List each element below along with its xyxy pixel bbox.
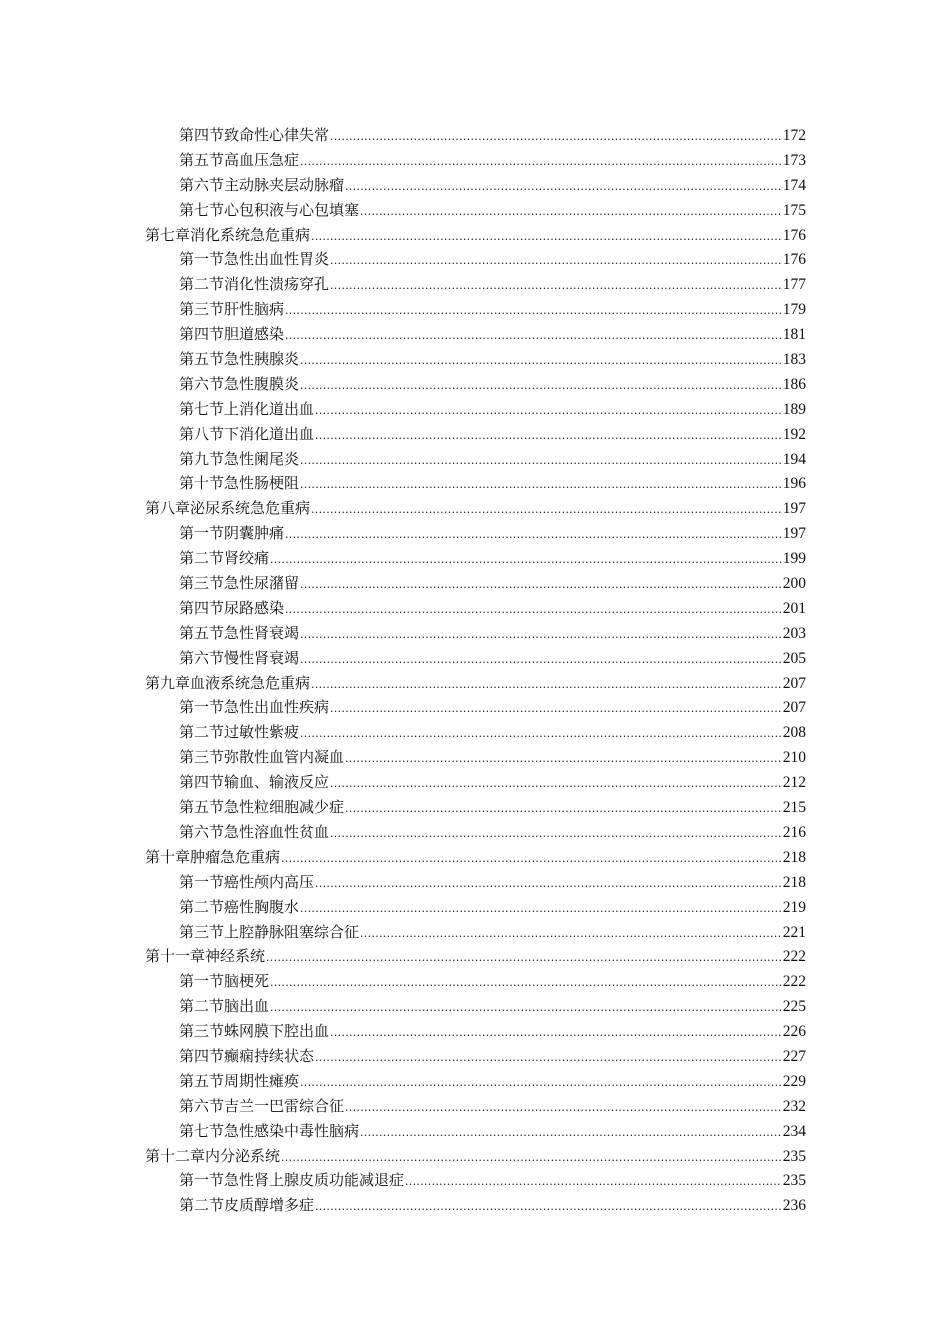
toc-section-entry[interactable] — [145, 471, 806, 496]
dot-leader — [285, 596, 782, 623]
toc-entry-page-number: 199 — [782, 550, 806, 568]
toc-entry-title: 第一节脑梗死 — [179, 972, 270, 991]
toc-entry-page-number: 200 — [782, 575, 806, 593]
toc-entry-page-number: 177 — [782, 276, 806, 294]
toc-entry-title: 第十二章内分泌系统 — [145, 1146, 281, 1165]
dot-leader — [345, 745, 782, 772]
dot-leader — [285, 297, 782, 324]
toc-entry-page-number: 207 — [782, 699, 806, 717]
dot-leader — [285, 521, 782, 548]
toc-entry-title: 第三节肝性脑病 — [179, 300, 285, 319]
toc-entry-title: 第三节急性尿潴留 — [179, 574, 300, 593]
toc-entry-title: 第二节脑出血 — [179, 997, 270, 1016]
toc-entry-title: 第五节急性粒细胞减少症 — [179, 798, 345, 817]
dot-leader — [270, 994, 782, 1021]
toc-section-entry[interactable] — [145, 695, 806, 720]
toc-entry-page-number: 176 — [782, 251, 806, 269]
dot-leader — [330, 1019, 782, 1046]
toc-section-entry[interactable] — [145, 994, 806, 1019]
toc-entry-page-number: 205 — [782, 649, 806, 667]
toc-entry-page-number: 235 — [782, 1172, 806, 1190]
toc-section-entry[interactable] — [145, 1019, 806, 1044]
toc-section-entry[interactable] — [145, 546, 806, 571]
toc-entry-title: 第九节急性阑尾炎 — [179, 449, 300, 468]
toc-entry-page-number: 176 — [782, 226, 806, 244]
toc-entry-title: 第八节下消化道出血 — [179, 424, 315, 443]
dot-leader — [330, 247, 782, 274]
toc-section-entry[interactable] — [145, 1168, 806, 1193]
toc-entry-title: 第二节消化性溃疡穿孔 — [179, 275, 330, 294]
toc-entry-title: 第二节癌性胸腹水 — [179, 897, 300, 916]
dot-leader — [311, 223, 782, 250]
toc-entry-title: 第七节心包积液与心包填塞 — [179, 200, 360, 219]
toc-entry-title: 第四节癫痫持续状态 — [179, 1046, 315, 1065]
dot-leader — [345, 795, 782, 822]
toc-entry-title: 第五节急性肾衰竭 — [179, 623, 300, 642]
toc-entry-title: 第六节慢性肾衰竭 — [179, 648, 300, 667]
toc-entry-page-number: 222 — [782, 948, 806, 966]
toc-section-entry[interactable] — [145, 272, 806, 297]
toc-entry-title: 第五节周期性瘫痪 — [179, 1071, 300, 1090]
dot-leader — [300, 895, 782, 922]
toc-section-entry[interactable] — [145, 795, 806, 820]
toc-entry-title: 第六节急性溶血性贫血 — [179, 822, 330, 841]
toc-section-entry[interactable] — [145, 969, 806, 994]
toc-section-entry[interactable] — [145, 173, 806, 198]
toc-section-entry[interactable] — [145, 870, 806, 895]
dot-leader — [285, 322, 782, 349]
dot-leader — [330, 820, 782, 847]
toc-entry-title: 第六节主动脉夹层动脉瘤 — [179, 175, 345, 194]
toc-section-entry[interactable] — [145, 422, 806, 447]
dot-leader — [311, 496, 782, 523]
toc-chapter-entry[interactable] — [145, 496, 806, 521]
toc-entry-title: 第一节急性肾上腺皮质功能减退症 — [179, 1171, 405, 1190]
toc-entry-page-number: 192 — [782, 425, 806, 443]
toc-entry-page-number: 227 — [782, 1047, 806, 1065]
dot-leader — [330, 695, 782, 722]
toc-entry-title: 第八章泌尿系统急危重病 — [145, 499, 311, 518]
toc-entry-title: 第二节肾绞痛 — [179, 549, 270, 568]
dot-leader — [300, 621, 782, 648]
toc-section-entry[interactable] — [145, 1069, 806, 1094]
toc-entry-page-number: 236 — [782, 1197, 806, 1215]
toc-section-entry[interactable] — [145, 322, 806, 347]
toc-section-entry[interactable] — [145, 1193, 806, 1218]
dot-leader — [315, 397, 782, 424]
dot-leader — [345, 173, 782, 200]
dot-leader — [300, 372, 782, 399]
toc-section-entry[interactable] — [145, 198, 806, 223]
toc-section-entry[interactable] — [145, 447, 806, 472]
dot-leader — [300, 1069, 782, 1096]
dot-leader — [266, 944, 782, 971]
toc-entry-page-number: 201 — [782, 599, 806, 617]
dot-leader — [345, 1094, 782, 1121]
toc-section-entry[interactable] — [145, 297, 806, 322]
toc-section-entry[interactable] — [145, 920, 806, 945]
toc-entry-page-number: 208 — [782, 724, 806, 742]
toc-entry-page-number: 174 — [782, 176, 806, 194]
toc-entry-page-number: 221 — [782, 923, 806, 941]
dot-leader — [281, 845, 782, 872]
toc-entry-title: 第二节皮质醇增多症 — [179, 1196, 315, 1215]
dot-leader — [281, 1144, 782, 1171]
dot-leader — [330, 272, 782, 299]
toc-entry-title: 第四节尿路感染 — [179, 598, 285, 617]
dot-leader — [315, 1044, 782, 1071]
toc-entry-title: 第七节上消化道出血 — [179, 399, 315, 418]
toc-entry-title: 第四节胆道感染 — [179, 325, 285, 344]
toc-entry-page-number: 232 — [782, 1097, 806, 1115]
toc-entry-title: 第四节输血、输液反应 — [179, 773, 330, 792]
toc-section-entry[interactable] — [145, 720, 806, 745]
toc-entry-page-number: 225 — [782, 998, 806, 1016]
dot-leader — [270, 969, 782, 996]
dot-leader — [300, 471, 782, 498]
toc-section-entry[interactable] — [145, 745, 806, 770]
toc-entry-page-number: 229 — [782, 1072, 806, 1090]
dot-leader — [300, 148, 782, 175]
toc-entry-title: 第三节弥散性血管内凝血 — [179, 748, 345, 767]
toc-entry-page-number: 189 — [782, 400, 806, 418]
toc-entry-title: 第三节蛛网膜下腔出血 — [179, 1022, 330, 1041]
toc-entry-title: 第四节致命性心律失常 — [179, 126, 330, 144]
toc-section-entry[interactable] — [145, 148, 806, 173]
toc-entry-page-number: 173 — [782, 151, 806, 169]
toc-chapter-entry[interactable] — [145, 845, 806, 870]
toc-entry-page-number: 197 — [782, 500, 806, 518]
dot-leader — [300, 571, 782, 598]
toc-entry-page-number: 215 — [782, 799, 806, 817]
dot-leader — [360, 198, 782, 225]
toc-entry-page-number: 181 — [782, 326, 806, 344]
toc-section-entry[interactable] — [145, 397, 806, 422]
toc-entry-title: 第三节上腔静脉阻塞综合征 — [179, 922, 360, 941]
toc-entry-title: 第十节急性肠梗阻 — [179, 474, 300, 493]
toc-entry-page-number: 212 — [782, 774, 806, 792]
toc-entry-title: 第六节吉兰一巴雷综合征 — [179, 1096, 345, 1115]
toc-entry-page-number: 194 — [782, 450, 806, 468]
toc-section-entry[interactable] — [145, 1094, 806, 1119]
toc-section-entry[interactable] — [145, 1119, 806, 1144]
toc-entry-page-number: 218 — [782, 848, 806, 866]
dot-leader — [300, 720, 782, 747]
dot-leader — [330, 123, 782, 150]
toc-entry-title: 第七节急性感染中毒性脑病 — [179, 1121, 360, 1140]
toc-entry-page-number: 175 — [782, 201, 806, 219]
toc-entry-page-number: 218 — [782, 873, 806, 891]
dot-leader — [300, 347, 782, 374]
dot-leader — [405, 1168, 782, 1195]
toc-entry-page-number: 216 — [782, 823, 806, 841]
toc-entry-title: 第一节急性出血性疾病 — [179, 698, 330, 717]
dot-leader — [300, 447, 782, 474]
toc-chapter-entry[interactable] — [145, 944, 806, 969]
toc-chapter-entry[interactable] — [145, 1144, 806, 1169]
dot-leader — [270, 546, 782, 573]
toc-entry-page-number: 179 — [782, 301, 806, 319]
dot-leader — [315, 870, 782, 897]
toc-chapter-entry[interactable] — [145, 671, 806, 696]
toc-entry-page-number: 196 — [782, 475, 806, 493]
dot-leader — [300, 646, 782, 673]
dot-leader — [330, 770, 782, 797]
toc-entry-page-number: 207 — [782, 674, 806, 692]
toc-entry-title: 第五节急性胰腺炎 — [179, 350, 300, 369]
toc-entry-title: 第六节急性腹膜炎 — [179, 374, 300, 393]
toc-section-entry[interactable] — [145, 770, 806, 795]
toc-chapter-entry[interactable] — [145, 223, 806, 248]
toc-entry-page-number: 203 — [782, 624, 806, 642]
dot-leader — [315, 1193, 782, 1220]
toc-entry-page-number: 183 — [782, 351, 806, 369]
toc-entry-title: 第五节高血压急症 — [179, 150, 300, 169]
toc-entry-page-number: 234 — [782, 1122, 806, 1140]
toc-section-entry[interactable] — [145, 571, 806, 596]
toc-entry-page-number: 222 — [782, 973, 806, 991]
toc-section-entry[interactable] — [145, 247, 806, 272]
toc-entry-title: 第一节阴囊肿痛 — [179, 524, 285, 543]
toc-entry-title: 第十一章神经系统 — [145, 947, 266, 966]
toc-entry-page-number: 226 — [782, 1023, 806, 1041]
toc-entry-title: 第一节癌性颅内高压 — [179, 872, 315, 891]
toc-section-entry[interactable] — [145, 347, 806, 372]
dot-leader — [311, 671, 782, 698]
toc-entry-title: 第九章血液系统急危重病 — [145, 673, 311, 692]
toc-entry-page-number: 235 — [782, 1147, 806, 1165]
toc-entry-page-number: 172 — [782, 127, 806, 144]
toc-section-entry[interactable] — [145, 1044, 806, 1069]
toc-section-entry[interactable] — [145, 646, 806, 671]
toc-section-entry[interactable] — [145, 521, 806, 546]
toc-entry-page-number: 219 — [782, 898, 806, 916]
toc-section-entry[interactable] — [145, 372, 806, 397]
toc-section-entry[interactable] — [145, 820, 806, 845]
dot-leader — [360, 1119, 782, 1146]
toc-entry-page-number: 210 — [782, 749, 806, 767]
toc-entry-title: 第一节急性出血性胃炎 — [179, 250, 330, 269]
table-of-contents — [145, 123, 806, 1218]
toc-section-entry[interactable] — [145, 895, 806, 920]
toc-section-entry[interactable] — [145, 596, 806, 621]
toc-entry-page-number: 197 — [782, 525, 806, 543]
toc-entry-title: 第十章肿瘤急危重病 — [145, 847, 281, 866]
dot-leader — [315, 422, 782, 449]
toc-entry-title: 第二节过敏性紫疲 — [179, 723, 300, 742]
dot-leader — [360, 920, 782, 947]
toc-entry-page-number: 186 — [782, 375, 806, 393]
toc-section-entry[interactable] — [145, 123, 806, 148]
toc-section-entry[interactable] — [145, 621, 806, 646]
toc-entry-title: 第七章消化系统急危重病 — [145, 225, 311, 244]
